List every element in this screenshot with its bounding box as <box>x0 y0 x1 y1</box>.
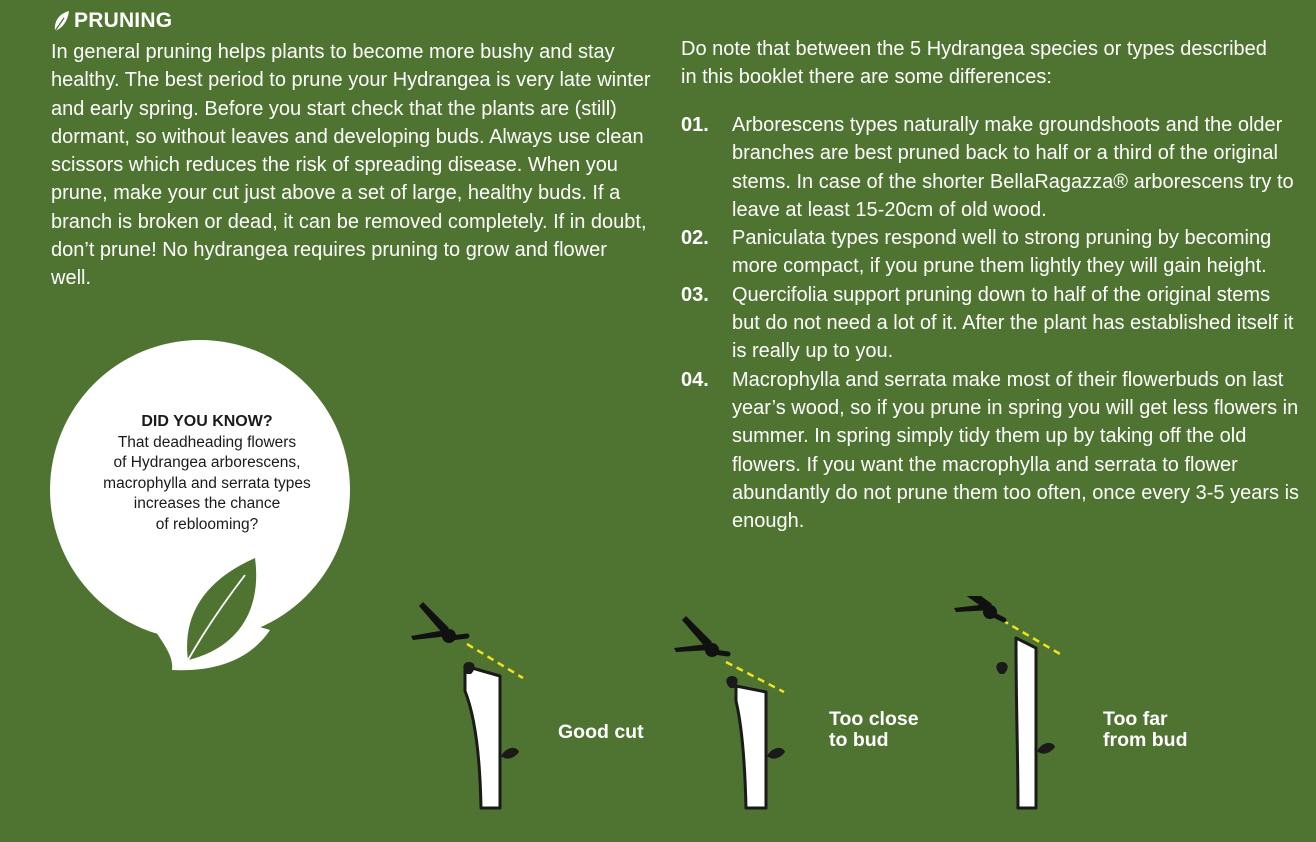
bud-icon <box>501 748 519 759</box>
section-title: PRUNING <box>74 9 173 32</box>
section-heading <box>52 9 172 33</box>
did-you-know-line: of reblooming? <box>155 515 259 533</box>
did-you-know-line: macrophylla and serrata types <box>103 474 311 492</box>
item-text: Macrophylla and serrata make most of their flowerbuds on last year’s wood, so if you prune in spring you will get less flowers in summer. In spring simply tidy them up by taking off the old flowers. If you want the macrophylla and serrata to flower abundantly do not prune them too often, once every 3-5 years is enough. <box>732 368 1300 533</box>
pruning-shears-icon <box>411 602 467 643</box>
differences-list <box>681 111 1301 535</box>
good-cut-label: Good cut <box>558 721 644 743</box>
did-you-know-text <box>80 412 334 535</box>
list-item <box>681 224 1301 281</box>
bud-icon <box>1037 743 1055 754</box>
did-you-know-line: That deadheading flowers <box>117 433 297 451</box>
bud-icon <box>996 662 1007 674</box>
too-close-label: Too close to bud <box>829 708 919 751</box>
leaf-icon <box>52 10 70 32</box>
bud-icon <box>767 748 785 759</box>
list-item <box>681 281 1301 366</box>
too-far-label: Too far from bud <box>1103 708 1188 751</box>
item-number: 04. <box>681 368 709 391</box>
did-you-know-line: of Hydrangea arborescens, <box>113 454 301 471</box>
pruning-shears-icon <box>954 596 1004 620</box>
too-far-illustration <box>950 596 1070 810</box>
item-text: Arborescens types naturally make groundshoots and the older branches are best pruned back to half or a third of the original stems. In case of the shorter BellaRagazza® arborescens try to leave at least 15-20cm of old wood. <box>732 114 1294 221</box>
pruning-shears-icon <box>674 616 728 657</box>
item-number: 02. <box>681 227 709 250</box>
good-cut-illustration <box>405 596 535 810</box>
item-number: 01. <box>681 114 709 136</box>
item-number: 03. <box>681 283 709 306</box>
item-text: Paniculata types respond well to strong pruning by becoming more compact, if you prune them lightly they will gain height. <box>732 227 1272 278</box>
differences-intro: Do note that between the 5 Hydrangea species or types described in this booklet there are some differences: <box>681 38 1267 89</box>
too-close-illustration <box>670 596 800 810</box>
intro-paragraph: In general pruning helps plants to become more bushy and stay healthy. The best period to prune your Hydrangea is very late winter and early spring. Before you start check that the plants are (still) dormant, so without leaves and developing buds. Always use clean scissors which reduces the risk of spreading disease. When you prune, make your cut just above a set of large, healthy buds. If a branch is broken or dead, it can be removed completely. If in doubt, don’t prune! No hydrangea requires pruning to grow and flower well. <box>51 41 651 290</box>
did-you-know-line: increases the chance <box>133 495 281 512</box>
list-item <box>681 111 1301 224</box>
item-text: Quercifolia support pruning down to half of the original stems but do not need a lot of it. After the plant has established itself it is really up to you. <box>732 283 1294 363</box>
did-you-know-title: DID YOU KNOW? <box>141 413 273 430</box>
list-item <box>681 366 1301 536</box>
